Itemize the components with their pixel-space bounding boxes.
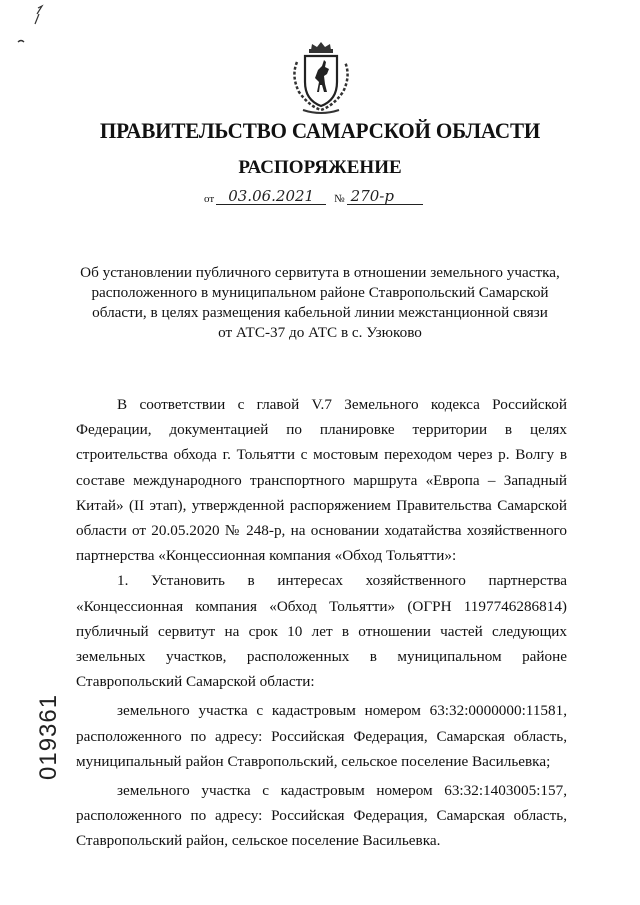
document-body (76, 392, 567, 854)
side-serial-number (35, 690, 63, 780)
samara-coat-of-arms-icon (289, 40, 353, 116)
number-value: 270-р (347, 188, 423, 205)
date-prefix: от (204, 193, 215, 205)
subject-line: Об установлении публичного сервитута в отношении земельного участка, (80, 264, 560, 281)
handwritten-mark-icon (8, 2, 48, 52)
subject-line: области, в целях размещения кабельной линии межстанционной связи (92, 304, 548, 321)
document-type: РАСПОРЯЖЕНИЕ (238, 157, 402, 178)
subject-line: расположенного в муниципальном районе Ставропольский Самарской (91, 284, 549, 301)
date-value: 03.06.2021 (216, 188, 326, 205)
document-subject (60, 263, 580, 343)
preamble-paragraph: В соответствии с главой V.7 Земельного кодекса Российской Федерации, документацией по планировке территории в целях строительства обхода г. Тольятти с мостовым переходом через р. Волгу в составе международного транспортного маршрута «Европа – Западный Китай» (II этап), утвержденной распоряжением Правительства Самарской области от 20.05.2020 № 248-р, на основании ходатайства хозяйственного партнерства «Концессионная компания «Обход Тольятти»: (76, 396, 567, 565)
date-number-line (204, 188, 423, 205)
serial-number-text: 019361 (35, 693, 62, 780)
subject-line: от АТС-37 до АТС в с. Узюково (218, 324, 422, 341)
parcel-1-paragraph: земельного участка с кадастровым номером 63:32:0000000:11581, расположенного по адресу: Российская Федерация, Самарская область, муниципальный район Ставропольский, сельское поселение Васильевка; (76, 702, 567, 770)
item-1-paragraph: 1. Установить в интересах хозяйственного партнерства «Концессионная компания «Обход Тольятти» (ОГРН 1197746286814) публичный сервитут на срок 10 лет в отношении частей следующих земельных участков, расположенных в муниципальном районе Ставропольский Самарской области: (76, 572, 567, 691)
government-title: ПРАВИТЕЛЬСТВО САМАРСКОЙ ОБЛАСТИ (99, 118, 541, 143)
number-prefix: № (334, 193, 345, 205)
parcel-2-paragraph: земельного участка с кадастровым номером 63:32:1403005:157, расположенного по адресу: Российская Федерация, Самарская область, Ставропольский район, сельское поселение Васильевка. (76, 782, 567, 850)
